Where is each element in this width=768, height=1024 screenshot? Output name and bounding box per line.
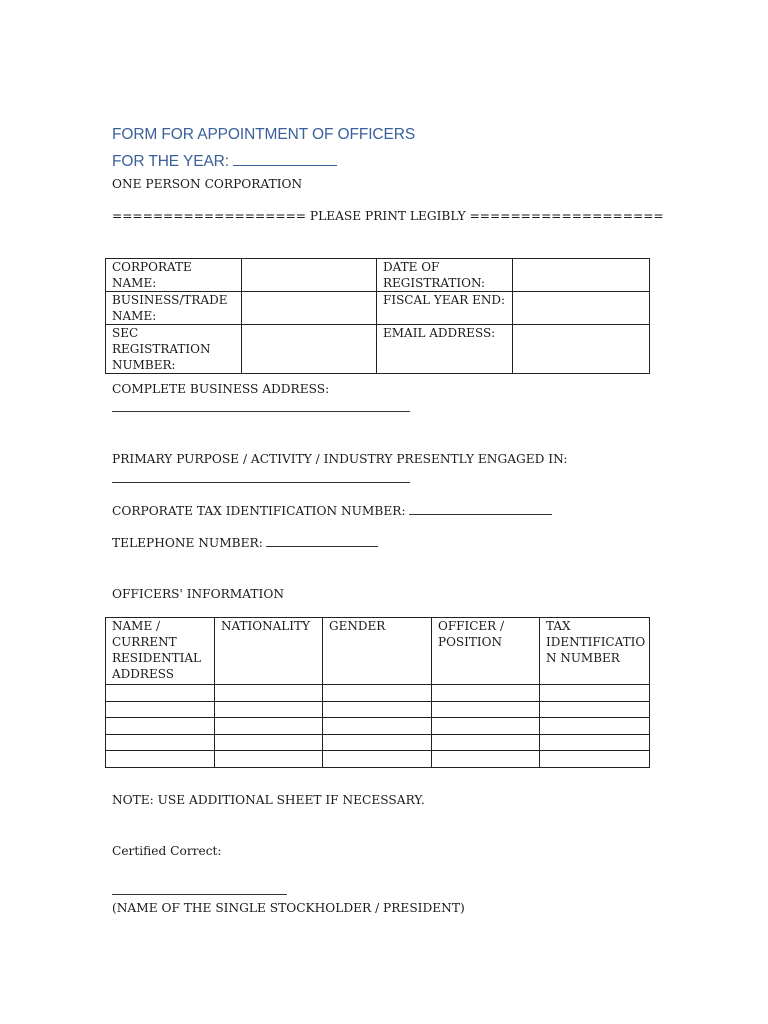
form-title: FORM FOR APPOINTMENT OF OFFICERS (112, 126, 416, 143)
officers-heading: OFFICERS' INFORMATION (112, 587, 285, 601)
form-year-line (112, 151, 337, 171)
date-of-registration-label: DATE OF REGISTRATION: (377, 259, 513, 292)
table-cell[interactable] (432, 751, 540, 768)
tax-id-label: CORPORATE TAX IDENTIFICATION NUMBER: (112, 504, 406, 518)
date-of-registration-field[interactable] (513, 259, 650, 292)
table-cell[interactable] (432, 718, 540, 735)
tax-id-line[interactable] (409, 502, 552, 515)
table-cell[interactable] (106, 734, 215, 751)
table-row (106, 734, 650, 751)
table-cell[interactable] (215, 685, 323, 702)
email-address-label: EMAIL ADDRESS: (377, 325, 513, 374)
telephone-row (112, 534, 378, 551)
sec-registration-number-label: SEC REGISTRATION NUMBER: (106, 325, 242, 374)
business-trade-name-label: BUSINESS/TRADE NAME: (106, 292, 242, 325)
table-header-row (106, 618, 650, 685)
table-cell[interactable] (215, 751, 323, 768)
table-cell[interactable] (432, 701, 540, 718)
telephone-line[interactable] (266, 534, 378, 547)
table-cell[interactable] (323, 734, 432, 751)
table-cell[interactable] (106, 685, 215, 702)
email-address-field[interactable] (513, 325, 650, 374)
corporate-name-field[interactable] (242, 259, 377, 292)
business-address-label: COMPLETE BUSINESS ADDRESS: (112, 382, 330, 396)
table-cell[interactable] (215, 734, 323, 751)
table-row (106, 751, 650, 768)
telephone-label: TELEPHONE NUMBER: (112, 536, 263, 550)
table-cell[interactable] (323, 751, 432, 768)
primary-purpose-label: PRIMARY PURPOSE / ACTIVITY / INDUSTRY PRESENTLY ENGAGED IN: (112, 452, 568, 466)
officers-table (105, 617, 650, 768)
table-row (106, 325, 650, 374)
table-row (106, 701, 650, 718)
table-cell[interactable] (432, 685, 540, 702)
table-cell[interactable] (323, 718, 432, 735)
business-trade-name-field[interactable] (242, 292, 377, 325)
table-cell[interactable] (540, 701, 650, 718)
table-cell[interactable] (215, 718, 323, 735)
column-header-name-address: NAME / CURRENT RESIDENTIAL ADDRESS (106, 618, 215, 685)
table-cell[interactable] (540, 751, 650, 768)
signature-line[interactable] (112, 894, 287, 895)
table-cell[interactable] (540, 718, 650, 735)
column-header-tax-id: TAX IDENTIFICATIO N NUMBER (540, 618, 650, 685)
year-label: FOR THE YEAR: (112, 153, 229, 170)
table-row (106, 259, 650, 292)
table-row (106, 685, 650, 702)
additional-sheet-note: NOTE: USE ADDITIONAL SHEET IF NECESSARY. (112, 793, 425, 807)
tax-id-row (112, 502, 552, 519)
signatory-caption: (NAME OF THE SINGLE STOCKHOLDER / PRESIDENT) (112, 901, 465, 915)
corporate-name-label: CORPORATE NAME: (106, 259, 242, 292)
table-cell[interactable] (540, 734, 650, 751)
table-row (106, 718, 650, 735)
table-cell[interactable] (540, 685, 650, 702)
table-cell[interactable] (432, 734, 540, 751)
form-subtitle: ONE PERSON CORPORATION (112, 177, 303, 191)
year-blank[interactable] (233, 151, 337, 166)
table-cell[interactable] (215, 701, 323, 718)
table-cell[interactable] (323, 701, 432, 718)
column-header-nationality: NATIONALITY (215, 618, 323, 685)
fiscal-year-end-field[interactable] (513, 292, 650, 325)
table-row (106, 292, 650, 325)
fiscal-year-end-label: FISCAL YEAR END: (377, 292, 513, 325)
column-header-officer-position: OFFICER / POSITION (432, 618, 540, 685)
print-notice: =================== PLEASE PRINT LEGIBLY =================== (112, 209, 664, 223)
table-cell[interactable] (106, 701, 215, 718)
corporate-info-table (105, 258, 650, 374)
table-cell[interactable] (106, 751, 215, 768)
table-cell[interactable] (106, 718, 215, 735)
column-header-gender: GENDER (323, 618, 432, 685)
primary-purpose-line[interactable] (112, 482, 410, 483)
table-cell[interactable] (323, 685, 432, 702)
business-address-line[interactable] (112, 411, 410, 412)
certified-correct-label: Certified Correct: (112, 844, 222, 858)
sec-registration-number-field[interactable] (242, 325, 377, 374)
